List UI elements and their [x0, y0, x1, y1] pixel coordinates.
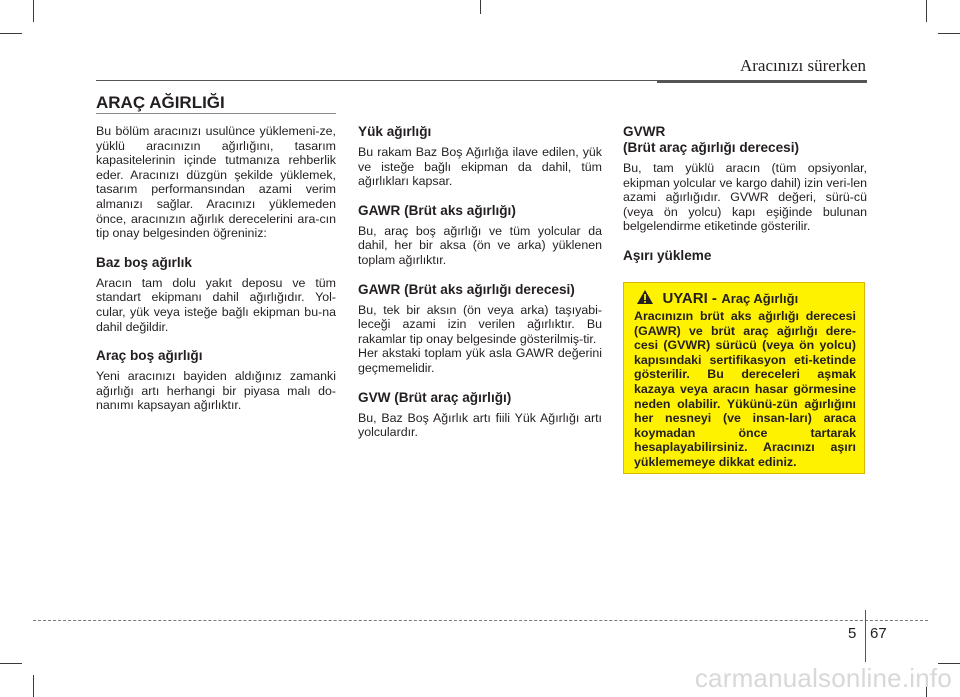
- footer-dashed-rule: [33, 620, 928, 621]
- heading-asiri-yukleme: Aşırı yükleme: [623, 247, 712, 263]
- column-2: [358, 124, 602, 440]
- chapter-number: 5: [848, 625, 857, 642]
- heading-gawr: GAWR (Brüt aks ağırlığı): [358, 202, 516, 218]
- page-number: 67: [870, 625, 887, 642]
- heading-gvw: GVW (Brüt araç ağırlığı): [358, 389, 512, 405]
- heading-yuk-agirligi: Yük ağırlığı: [358, 124, 432, 139]
- paragraph-gvwr: Bu, tam yüklü aracın (tüm opsiyonlar, ekipman yolcular ve kargo dahil) izin veri-len azami ağırlığıdır. GVWR değeri, sürü-cü (veya ön yolcu) kapı eşiğinde bulunan belgelendirme etiketinde gösterilir.: [623, 161, 867, 234]
- crop-mark-top-center-v: [480, 0, 481, 14]
- heading-baz-bos-agirlik: Baz boş ağırlık: [96, 254, 192, 270]
- warning-header: [636, 289, 798, 310]
- column-3: [623, 124, 867, 264]
- paragraph-baz-bos-agirlik: Aracın tam dolu yakıt deposu ve tüm standart ekipmanı dahil ağırlığıdır. Yol-cular, yük veya isteğe bağlı ekipman bu-na dahil değildir.: [96, 275, 336, 334]
- watermark-text: carmanualsonline.info: [694, 663, 952, 693]
- paragraph-gawr-limit: Her akstaki toplam yük asla GAWR değerini geçmemelidir.: [358, 346, 602, 375]
- crop-mark-top-left-h: [0, 33, 22, 34]
- heading-gvwr-sub: (Brüt araç ağırlığı derecesi): [623, 140, 800, 155]
- crop-mark-bottom-left-h: [0, 663, 22, 664]
- heading-gvwr: GVWR: [623, 124, 666, 139]
- intro-paragraph: Bu bölüm aracınızı usulünce yüklemeni-ze, yüklü aracınızın ağırlığını, tasarım kapasitelerinin içinde tutmanıza rehberlik eder. Aracınızı düzgün şekilde yüklemek, tasarım performansından azami verim almanızı sağlar. Aracınızı yüklemeden önce, aracınızın ağırlık derecelerini ara-cın tip onay belgesinden öğreniniz:: [96, 124, 336, 241]
- crop-mark-top-right-h: [938, 33, 960, 34]
- column-1: [96, 124, 336, 413]
- warning-triangle-icon: [636, 289, 654, 310]
- paragraph-gawr-derecesi: Bu, tek bir aksın (ön veya arka) taşıyabi-leceği azami izin verilen ağırlıktır. Bu rakamlar tip onay belgesinde gösterilmiş-tir.: [358, 302, 602, 346]
- paragraph-arac-bos-agirligi: Yeni aracınızı bayiden aldığınız zamanki ağırlığı artı herhangi bir piyasa malı do-nanımı kapsayan ağırlıktır.: [96, 369, 336, 413]
- header-rule-thick: [657, 80, 867, 83]
- footer-page-divider: [865, 610, 866, 662]
- paragraph-yuk-agirligi: Bu rakam Baz Boş Ağırlığa ilave edilen, yük ve isteğe bağlı ekipman da dahil, tüm ağırlıkları kapsar.: [358, 145, 602, 189]
- page-title: ARAÇ AĞIRLIĞI: [96, 93, 225, 112]
- warning-box: [623, 282, 865, 474]
- crop-mark-bottom-left-v: [33, 675, 34, 697]
- heading-arac-bos-agirligi: Araç boş ağırlığı: [96, 348, 203, 364]
- warning-text: Aracınızın brüt aks ağırlığı derecesi (GAWR) ve brüt araç ağırlığı dere-cesi (GVWR) sürücü (veya ön yolcu) kapısındaki sertifikasyon eti-ketinde gösterilir. Bu dereceleri aşmak kazaya veya aracın hasar görmesine neden olabilir. Yükünü-zün ağırlığını her nesneyi (ve insan-ları) araca koymadan önce tartarak hesaplayabilirsiniz. Aracınızı aşırı yüklememeye dikkat ediniz.: [634, 309, 856, 469]
- paragraph-gawr: Bu, araç boş ağırlığı ve tüm yolcular da dahil, her bir aksa (ön ve arka) yüklenen toplam ağırlıktır.: [358, 223, 602, 267]
- warning-subject: Araç Ağırlığı: [721, 291, 799, 306]
- crop-mark-top-left-v: [33, 0, 34, 22]
- heading-gawr-derecesi: GAWR (Brüt aks ağırlığı derecesi): [358, 281, 575, 297]
- warning-label: UYARI -: [662, 290, 717, 307]
- title-rule: [96, 113, 336, 114]
- crop-mark-top-right-v: [926, 0, 927, 22]
- paragraph-gvw: Bu, Baz Boş Ağırlık artı fiili Yük Ağırlığı artı yolculardır.: [358, 410, 602, 440]
- chapter-title: Aracınızı sürerken: [739, 56, 866, 75]
